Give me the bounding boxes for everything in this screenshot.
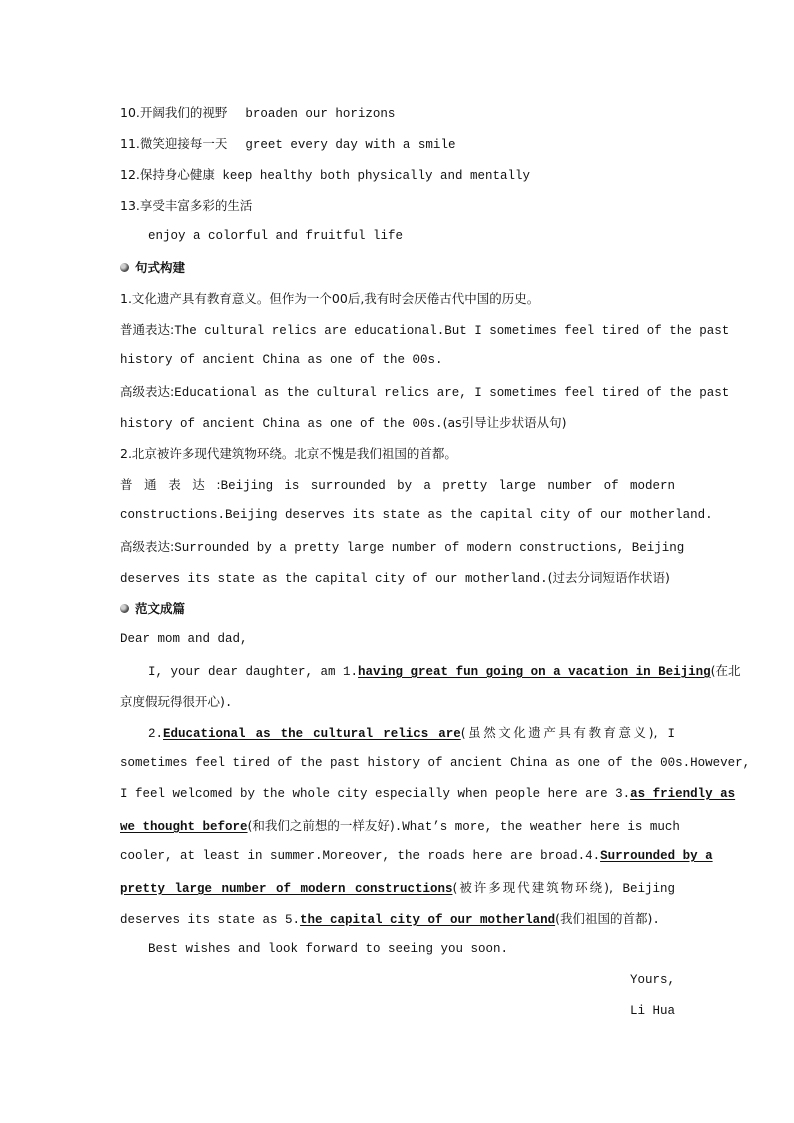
phrase-13-en (120, 221, 675, 252)
section-heading-sentences (120, 252, 675, 283)
normal-text: The cultural relics are educational.But I sometimes feel tired of the past (174, 324, 730, 338)
phrase-en: enjoy a colorful and fruitful life (148, 229, 404, 243)
answer-blank-2: Educational as the cultural relics are (163, 727, 461, 741)
answer-blank-1: having great fun going on a vacation in Beijing (358, 665, 711, 679)
essay-text: 2. (148, 727, 164, 741)
letter-signature: Li Hua (629, 1004, 675, 1018)
phrase-10 (120, 97, 675, 128)
essay-text: .What’s more, the weather here is much (394, 820, 680, 834)
paragraph-1-line-1 (120, 655, 741, 686)
normal-text: Beijing is surrounded by a pretty large number of modern (220, 479, 675, 493)
answer-hint: (和我们之前想的一样友好) (247, 818, 395, 833)
essay-text: deserves its state as 5. (120, 913, 301, 927)
sentence-1-advanced-cont (120, 407, 675, 438)
essay-text: Beijing (613, 882, 675, 896)
phrase-en: keep healthy both physically and mentally (222, 169, 530, 183)
paragraph-2-line-5 (120, 841, 713, 872)
letter-signoff: Yours, (629, 973, 675, 987)
answer-blank-4: Surrounded by a (600, 849, 713, 863)
answer-blank-4-cont: pretty large number of modern constructions (120, 882, 453, 896)
section-title: 句式构建 (135, 260, 186, 275)
essay-text: . (224, 696, 233, 710)
paragraph-2-line-6 (120, 872, 675, 903)
phrase-13 (120, 190, 675, 221)
paragraph-2-line-2: sometimes feel tired of the past history of ancient China as one of the 00s.However, (120, 756, 751, 770)
sentence-2-advanced-cont (120, 562, 675, 593)
paragraph-2-line-3 (120, 779, 736, 810)
sentence-2-normal (120, 469, 675, 500)
essay-text: I, your dear daughter, am 1. (148, 665, 359, 679)
paragraph-2-line-1 (120, 717, 675, 748)
section-title: 范文成篇 (135, 601, 186, 616)
answer-hint: (在北 (710, 663, 741, 678)
answer-blank-3-cont: we thought before (120, 820, 248, 834)
answer-blank-5: the capital city of our motherland (300, 913, 556, 927)
document-page (120, 97, 751, 1027)
essay-text: I (657, 727, 675, 741)
phrase-12 (120, 159, 675, 190)
phrase-11 (120, 128, 675, 159)
label-normal: 普通表达: (120, 322, 175, 337)
phrase-cn: 微笑迎接每一天 (139, 136, 228, 151)
phrase-number: 11. (120, 136, 140, 151)
sentence-1-advanced (120, 376, 730, 407)
label-advanced: 高级表达: (120, 539, 175, 554)
advanced-text: Educational as the cultural relics are, I sometimes feel tired of the past (174, 386, 730, 400)
phrase-en: greet every day with a smile (245, 138, 456, 152)
phrase-en: broaden our horizons (245, 107, 396, 121)
answer-hint: 京度假玩得很开心) (120, 694, 225, 709)
phrase-number: 10. (120, 105, 140, 120)
phrase-cn: 保持身心健康 (139, 167, 215, 182)
essay-text: cooler, at least in summer.Moreover, the roads here are broad.4. (120, 849, 601, 863)
section-bullet-icon (120, 263, 129, 272)
paragraph-2-line-4 (120, 810, 680, 841)
advanced-text: history of ancient China as one of the 00s. (120, 417, 443, 431)
answer-hint: (我们祖国的首都) (555, 911, 653, 926)
advanced-text: deserves its state as the capital city of our motherland. (120, 572, 548, 586)
answer-hint: (被许多现代建筑物环绕), (452, 880, 613, 895)
section-heading-essay (120, 593, 675, 624)
letter-closing: Best wishes and look forward to seeing you soon. (148, 942, 509, 956)
sentence-2-normal-cont: constructions.Beijing deserves its state as the capital city of our motherland. (120, 508, 713, 522)
label-normal: 普 通 表 达 : (120, 477, 221, 492)
sentence-1-normal (120, 314, 730, 345)
section-bullet-icon (120, 604, 129, 613)
answer-hint: (虽然文化遗产具有教育意义), (460, 725, 658, 740)
grammar-note: (过去分词短语作状语) (547, 570, 670, 585)
letter-greeting: Dear mom and dad, (120, 632, 248, 646)
phrase-cn: 享受丰富多彩的生活 (139, 198, 253, 213)
paragraph-2-line-7 (120, 903, 675, 934)
sentence-2-cn: 2.北京被许多现代建筑物环绕。北京不愧是我们祖国的首都。 (120, 446, 457, 461)
grammar-note: (as引导让步状语从句) (442, 415, 567, 430)
sentence-2-advanced (120, 531, 685, 562)
label-advanced: 高级表达: (120, 384, 175, 399)
sentence-1-normal-cont: history of ancient China as one of the 00s. (120, 353, 443, 367)
advanced-text: Surrounded by a pretty large number of modern constructions, Beijing (174, 541, 685, 555)
essay-text: . (652, 913, 660, 927)
paragraph-1-line-2 (120, 686, 675, 717)
essay-text: I feel welcomed by the whole city especially when people here are 3. (120, 787, 631, 801)
phrase-cn: 开阔我们的视野 (139, 105, 228, 120)
sentence-1-cn: 1.文化遗产具有教育意义。但作为一个00后,我有时会厌倦古代中国的历史。 (120, 291, 540, 306)
phrase-number: 13. (120, 198, 140, 213)
phrase-number: 12. (120, 167, 140, 182)
answer-blank-3: as friendly as (630, 787, 736, 801)
